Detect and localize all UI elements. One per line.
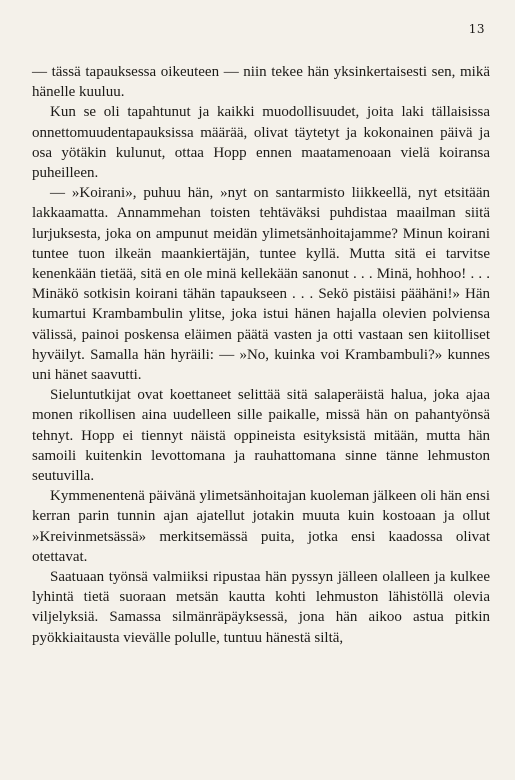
page-number: 13 [468,22,485,36]
paragraph: — »Koirani», puhuu hän, »nyt on santarmisto liikkeellä, nyt etsitään lakkaamatta. Annammehan toisten tehtäväksi puhdistaa maailman siitä lurjuksesta, joka on ampunut meidän ylimetsänhoitajamme? Minun koirani tuntee tuon ilkeän maankiertäjän, tuntee kyllä. Mutta sitä ei tarvitse kenenkään tietää, sitä en ole minä kellekään sanonut . . . Minä, hohhoo! . . . Minäkö sotkisin koirani tähän tapaukseen . . . Sekö pistäisi päähäni!» Hän kumartui Krambambulin ylitse, joka istui hänen hajalla olevien polviensa välissä, painoi poskensa eläimen päätä vasten ja otti vastaan sen kiitolliset hyväilyt. Samalla hän hyräili: — »No, kuinka voi Krambambuli?» kunnes uni hänet saavutti. [32,185,490,384]
body-text [32,62,490,648]
paragraph: Sieluntutkijat ovat koettaneet selittää sitä salaperäistä halua, joka ajaa monen rikollisen aina uudelleen sille paikalle, missä hän on pahantyönsä tehnyt. Hopp ei tiennyt näistä oppineista esityksistä mitään, mutta hän samoili kuitenkin levottomana ja rauhattomana sinne tänne lehmuston seutuvilla. [32,387,490,485]
paragraph: Kun se oli tapahtunut ja kaikki muodollisuudet, joita laki tällaisissa onnettomuudentapauksissa määrää, olivat täytetyt ja kokonainen päivä ja osa yötäkin kulunut, ottaa Hopp ennen maatamenoaan vielä koiransa puheilleen. [32,104,490,182]
paragraph: Kymmenentenä päivänä ylimetsänhoitajan kuoleman jälkeen oli hän ensi kerran parin tunnin ajan ajatellut jotakin muuta kuin kostoaan ja ollut »Kreivinmetsässä» merkitsemässä puita, jotka ensi kaadossa olivat otettavat. [32,488,490,565]
paragraph: Saatuaan työnsä valmiiksi ripustaa hän pyssyn jälleen olalleen ja kulkee lyhintä tietä suoraan metsän kautta kohti lehmuston lähistöllä olevia viljelyksiä. Samassa silmänräpäyksessä, jona hän aikoo astua pitkin pyökkiaitausta vievälle polulle, tuntuu hänestä siltä, [32,569,490,646]
paragraph: — tässä tapauksessa oikeuteen — niin tekee hän yksinkertaisesti sen, mikä hänelle kuuluu. [32,64,490,101]
